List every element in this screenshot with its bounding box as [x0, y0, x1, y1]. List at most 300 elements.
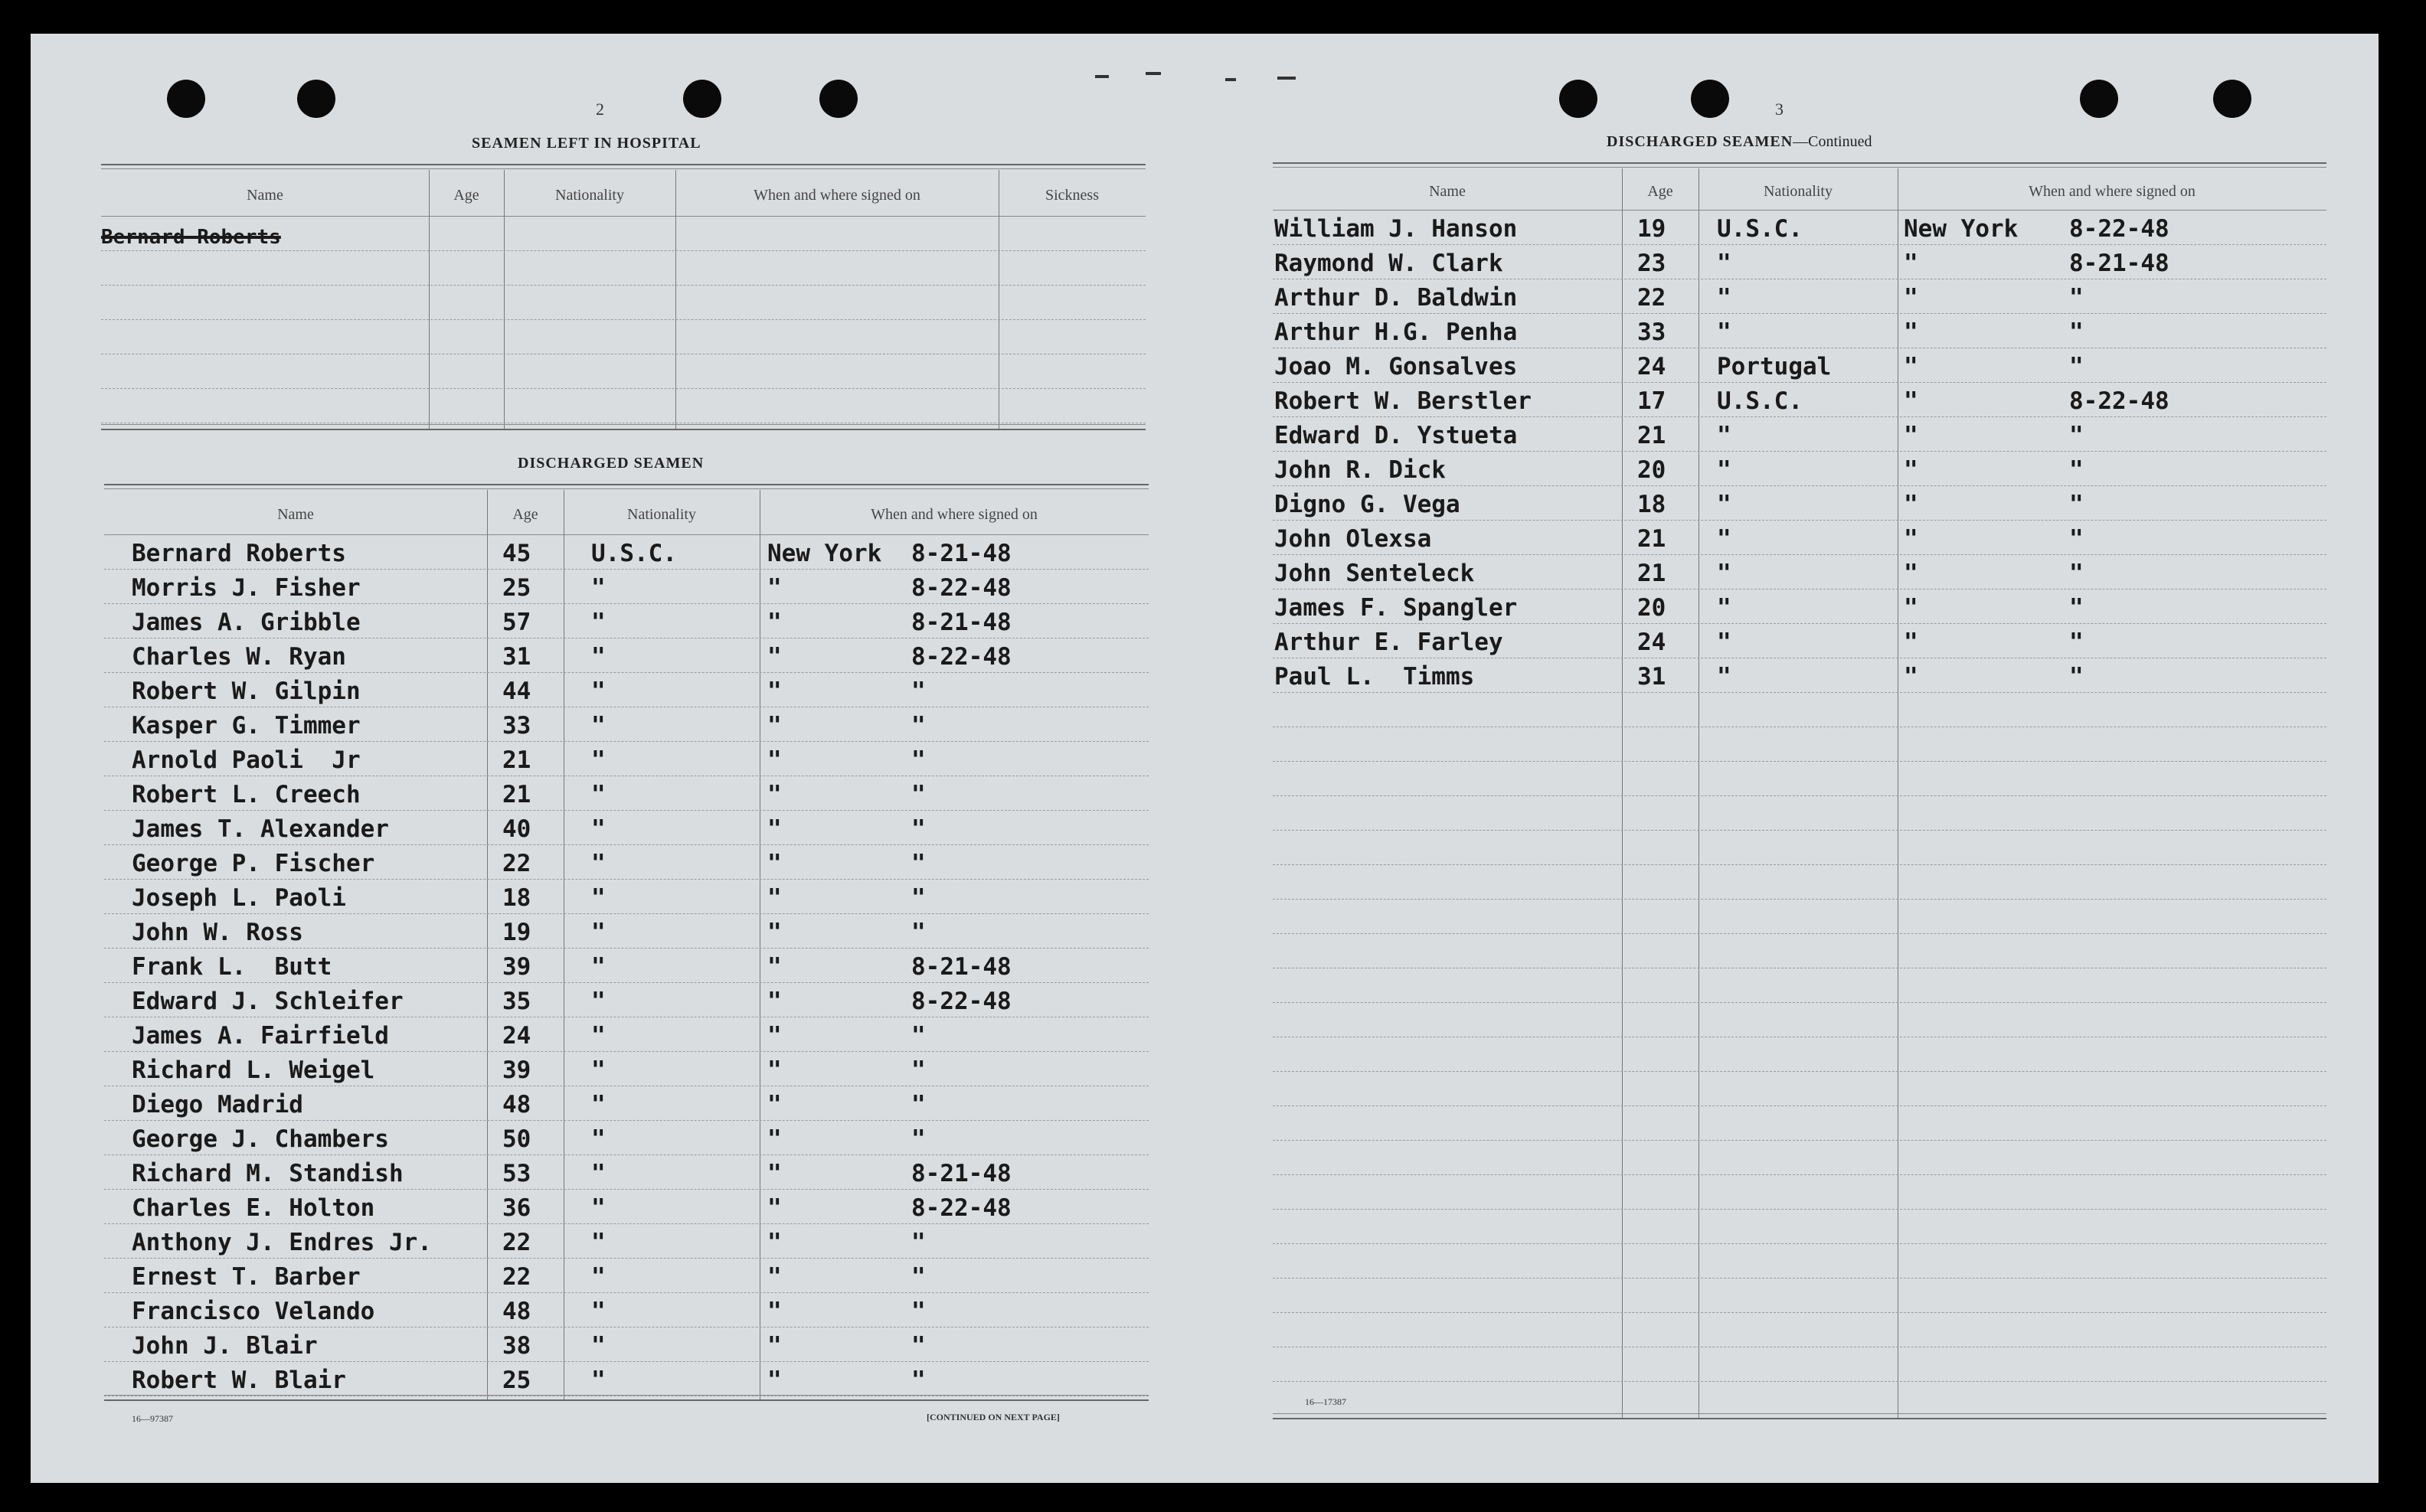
seaman-name: Anthony J. Endres Jr. [132, 1229, 432, 1256]
seaman-nationality: " [591, 1091, 606, 1118]
signed-on-date: " [2069, 560, 2084, 587]
table-bottom-rule [1273, 1413, 2326, 1414]
seaman-age: 36 [502, 1194, 531, 1222]
signed-on-place: " [1904, 422, 1918, 449]
signed-on-place: " [1904, 629, 1918, 656]
seaman-nationality: " [591, 1298, 606, 1325]
seaman-name: Kasper G. Timmer [132, 712, 361, 740]
signed-on-place: " [767, 1160, 782, 1187]
signed-on-date: " [911, 1056, 926, 1084]
discharged-row [104, 1327, 1149, 1362]
seaman-nationality: " [591, 1056, 606, 1084]
seaman-name: James A. Fairfield [132, 1022, 389, 1050]
seaman-age: 22 [502, 1229, 531, 1256]
signed-on-date: 8-21-48 [911, 1160, 1012, 1187]
seaman-nationality: " [591, 1022, 606, 1050]
continued-row [1273, 313, 2326, 348]
punch-hole [167, 80, 205, 118]
seaman-nationality: " [1717, 250, 1731, 277]
signed-on-date: 8-21-48 [911, 540, 1012, 567]
seaman-nationality: " [591, 781, 606, 808]
discharged-row [104, 1361, 1149, 1396]
signed-on-date: " [911, 884, 926, 912]
seaman-name: Robert L. Creech [132, 781, 361, 808]
seaman-name: John J. Blair [132, 1332, 318, 1360]
column-header: When and where signed on [2029, 183, 2195, 200]
hospital-row [101, 216, 1146, 251]
discharged-row [104, 638, 1149, 673]
table-top-rule [104, 484, 1149, 485]
seaman-name: Edward D. Ystueta [1274, 422, 1518, 449]
seaman-age: 48 [502, 1091, 531, 1118]
signed-on-date: " [2069, 525, 2084, 553]
column-header: Age [1647, 183, 1673, 200]
signed-on-date: " [911, 746, 926, 774]
continued-row [1273, 1037, 2326, 1072]
continued-row [1273, 692, 2326, 727]
seaman-nationality: " [591, 884, 606, 912]
signed-on-date: " [911, 1091, 926, 1118]
seaman-nationality: " [591, 1332, 606, 1360]
stray-mark [1146, 72, 1161, 75]
continued-row [1273, 623, 2326, 658]
signed-on-date: 8-21-48 [2069, 250, 2169, 277]
seaman-age: 31 [502, 643, 531, 671]
continued-row [1273, 520, 2326, 555]
signed-on-place: " [767, 850, 782, 877]
form-number-left: 16—97387 [132, 1413, 173, 1424]
seaman-age: 17 [1637, 387, 1666, 415]
seaman-age: 23 [1637, 250, 1666, 277]
seaman-age: 19 [1637, 215, 1666, 243]
signed-on-date: " [911, 1229, 926, 1256]
seaman-age: 24 [1637, 629, 1666, 656]
table-bottom-rule [101, 424, 1146, 425]
discharged-row [104, 1258, 1149, 1293]
seaman-nationality: " [591, 1263, 606, 1291]
signed-on-place: " [767, 884, 782, 912]
seaman-age: 21 [502, 781, 531, 808]
seaman-age: 18 [1637, 491, 1666, 518]
discharged-table [104, 484, 1149, 1399]
punch-hole [683, 80, 721, 118]
seaman-age: 21 [1637, 525, 1666, 553]
signed-on-place: " [767, 609, 782, 636]
signed-on-place: " [767, 781, 782, 808]
continued-row [1273, 1140, 2326, 1175]
discharged-row [104, 534, 1149, 570]
signed-on-place: " [1904, 560, 1918, 587]
signed-on-place: " [1904, 353, 1918, 380]
seaman-nationality: " [591, 746, 606, 774]
signed-on-place: " [1904, 318, 1918, 346]
signed-on-date: " [911, 815, 926, 843]
continued-row [1273, 864, 2326, 900]
signed-on-place: " [767, 919, 782, 946]
seaman-name: Robert W. Gilpin [132, 678, 361, 705]
signed-on-place: " [767, 574, 782, 602]
signed-on-place: " [767, 1056, 782, 1084]
continued-row [1273, 348, 2326, 383]
signed-on-place: " [767, 1125, 782, 1153]
discharged-row [104, 1051, 1149, 1086]
signed-on-date: 8-21-48 [911, 609, 1012, 636]
hospital-row [101, 319, 1146, 354]
signed-on-place: " [1904, 663, 1918, 691]
signed-on-date: 8-22-48 [911, 1194, 1012, 1222]
seaman-nationality: " [591, 1194, 606, 1222]
table-bottom-rule-thick [1273, 1418, 2326, 1419]
hospital-table [101, 164, 1146, 429]
discharged-row [104, 879, 1149, 914]
signed-on-date: " [2069, 594, 2084, 622]
seaman-nationality: " [591, 609, 606, 636]
discharged-row [104, 1189, 1149, 1224]
discharged-row [104, 1017, 1149, 1052]
continued-title-suffix: —Continued [1793, 133, 1872, 150]
seaman-name: Arthur E. Farley [1274, 629, 1503, 656]
signed-on-place: New York [1904, 215, 2019, 243]
seaman-age: 22 [502, 1263, 531, 1291]
seaman-name: Robert W. Blair [132, 1367, 346, 1394]
continued-row [1273, 899, 2326, 934]
continued-row [1273, 1312, 2326, 1347]
continued-row [1273, 761, 2326, 796]
seaman-name: William J. Hanson [1274, 215, 1518, 243]
signed-on-place: " [767, 712, 782, 740]
discharged-row [104, 1154, 1149, 1190]
continued-row [1273, 485, 2326, 521]
seaman-age: 22 [1637, 284, 1666, 312]
punch-hole [819, 80, 858, 118]
continued-row [1273, 727, 2326, 762]
seaman-age: 25 [502, 574, 531, 602]
seaman-name: Paul L. Timms [1274, 663, 1475, 691]
continued-row [1273, 382, 2326, 417]
stray-mark [1225, 78, 1236, 81]
column-header: Name [1429, 183, 1466, 200]
seaman-age: 21 [502, 746, 531, 774]
signed-on-date: 8-22-48 [2069, 215, 2169, 243]
hospital-row [101, 354, 1146, 389]
discharged-row [104, 707, 1149, 742]
signed-on-place: " [767, 1194, 782, 1222]
seaman-name: James F. Spangler [1274, 594, 1518, 622]
signed-on-place: " [767, 1298, 782, 1325]
seaman-age: 18 [502, 884, 531, 912]
signed-on-date: " [911, 1125, 926, 1153]
signed-on-date: " [2069, 318, 2084, 346]
seaman-age: 25 [502, 1367, 531, 1394]
seaman-age: 19 [502, 919, 531, 946]
seaman-age: 38 [502, 1332, 531, 1360]
continued-row [1273, 968, 2326, 1003]
signed-on-date: " [911, 1263, 926, 1291]
seaman-name: Richard L. Weigel [132, 1056, 375, 1084]
signed-on-place: " [1904, 250, 1918, 277]
seaman-nationality: Portugal [1717, 353, 1832, 380]
signed-on-date: " [911, 1332, 926, 1360]
signed-on-date: " [2069, 491, 2084, 518]
discharged-row [104, 982, 1149, 1017]
page-number-left: 2 [596, 100, 604, 119]
seaman-nationality: " [1717, 629, 1731, 656]
signed-on-place: " [1904, 491, 1918, 518]
discharged-row [104, 776, 1149, 811]
seaman-nationality: " [1717, 456, 1731, 484]
signed-on-date: " [911, 781, 926, 808]
seaman-name: Diego Madrid [132, 1091, 303, 1118]
seaman-nationality: " [591, 815, 606, 843]
continued-row [1273, 795, 2326, 831]
continued-row [1273, 1002, 2326, 1037]
stray-mark [1095, 75, 1109, 78]
signed-on-date: " [911, 1298, 926, 1325]
table-top-rule [1273, 162, 2326, 164]
seaman-nationality: " [591, 1125, 606, 1153]
signed-on-date: 8-21-48 [911, 953, 1012, 981]
seaman-name: Francisco Velando [132, 1298, 375, 1325]
seaman-nationality: " [591, 850, 606, 877]
signed-on-date: " [2069, 284, 2084, 312]
discharged-row [104, 672, 1149, 707]
continued-row [1273, 279, 2326, 314]
seaman-name: George P. Fischer [132, 850, 375, 877]
seaman-nationality: " [591, 1229, 606, 1256]
signed-on-date: 8-22-48 [2069, 387, 2169, 415]
seaman-name: John R. Dick [1274, 456, 1446, 484]
signed-on-date: " [2069, 353, 2084, 380]
seaman-age: 21 [1637, 422, 1666, 449]
seaman-nationality: U.S.C. [1717, 387, 1803, 415]
signed-on-place: " [1904, 594, 1918, 622]
seaman-name: James A. Gribble [132, 609, 361, 636]
continued-row [1273, 1071, 2326, 1106]
seaman-age: 20 [1637, 456, 1666, 484]
punch-hole [1559, 80, 1597, 118]
signed-on-place: " [1904, 525, 1918, 553]
signed-on-place: " [767, 1022, 782, 1050]
seaman-name: Morris J. Fisher [132, 574, 361, 602]
signed-on-date: " [911, 712, 926, 740]
seaman-nationality: " [591, 678, 606, 705]
seaman-nationality: " [1717, 284, 1731, 312]
discharged-row [104, 603, 1149, 638]
signed-on-date: 8-22-48 [911, 574, 1012, 602]
seaman-nationality: " [1717, 560, 1731, 587]
signed-on-place: " [767, 1332, 782, 1360]
signed-on-date: " [911, 1367, 926, 1394]
signed-on-place: " [767, 953, 782, 981]
seaman-nationality: " [1717, 594, 1731, 622]
signed-on-place: " [767, 815, 782, 843]
seaman-name: Richard M. Standish [132, 1160, 404, 1187]
signed-on-place: " [767, 1229, 782, 1256]
seaman-name: Charles E. Holton [132, 1194, 375, 1222]
continued-section-title [1607, 133, 1872, 151]
table-bottom-rule-thick [104, 1399, 1149, 1401]
seaman-age: 40 [502, 815, 531, 843]
table-top-rule-thin [101, 168, 1146, 169]
page-number-right: 3 [1775, 100, 1784, 119]
punch-hole [297, 80, 335, 118]
seaman-nationality: " [591, 988, 606, 1015]
discharged-row [104, 844, 1149, 880]
form-number-right: 16—17387 [1305, 1396, 1346, 1407]
seaman-nationality: U.S.C. [591, 540, 677, 567]
seaman-name: John Senteleck [1274, 560, 1475, 587]
continued-row [1273, 1243, 2326, 1279]
seaman-nationality: " [591, 953, 606, 981]
seaman-name: Arthur H.G. Penha [1274, 318, 1518, 346]
signed-on-date: 8-22-48 [911, 988, 1012, 1015]
signed-on-date: " [911, 919, 926, 946]
seaman-nationality: " [591, 574, 606, 602]
document-sheet [31, 34, 2379, 1483]
column-header: Name [277, 506, 314, 523]
seaman-name: John W. Ross [132, 919, 303, 946]
discharged-row [104, 1120, 1149, 1155]
signed-on-date: " [2069, 456, 2084, 484]
continued-row [1273, 1174, 2326, 1210]
seaman-age: 33 [1637, 318, 1666, 346]
seaman-age: 22 [502, 850, 531, 877]
continued-row [1273, 1105, 2326, 1141]
discharged-row [104, 1223, 1149, 1259]
seaman-nationality: " [591, 919, 606, 946]
seaman-nationality: " [591, 1160, 606, 1187]
signed-on-place: " [1904, 387, 1918, 415]
column-header: Nationality [627, 506, 696, 523]
punch-hole [2080, 80, 2118, 118]
discharged-row [104, 1086, 1149, 1121]
hospital-seaman-name: Bernard Roberts [101, 226, 281, 249]
seaman-nationality: " [1717, 525, 1731, 553]
signed-on-place: " [1904, 284, 1918, 312]
seaman-nationality: " [591, 712, 606, 740]
continued-row [1273, 416, 2326, 452]
continued-row [1273, 244, 2326, 279]
signed-on-date: 8-22-48 [911, 643, 1012, 671]
signed-on-place: " [767, 746, 782, 774]
seaman-age: 45 [502, 540, 531, 567]
table-top-rule-thin [1273, 167, 2326, 168]
continued-row [1273, 1209, 2326, 1244]
seaman-age: 24 [502, 1022, 531, 1050]
column-header: Sickness [1045, 187, 1099, 204]
signed-on-date: " [2069, 663, 2084, 691]
seaman-age: 39 [502, 1056, 531, 1084]
seaman-name: Ernest T. Barber [132, 1263, 361, 1291]
hospital-row [101, 285, 1146, 320]
seaman-name: Frank L. Butt [132, 953, 332, 981]
signed-on-date: " [911, 1022, 926, 1050]
seaman-age: 33 [502, 712, 531, 740]
continued-row [1273, 1347, 2326, 1382]
continued-row [1273, 589, 2326, 624]
table-bottom-rule [104, 1395, 1149, 1396]
seaman-nationality: " [1717, 491, 1731, 518]
seaman-age: 50 [502, 1125, 531, 1153]
seaman-age: 39 [502, 953, 531, 981]
discharged-row [104, 1292, 1149, 1327]
seaman-age: 31 [1637, 663, 1666, 691]
continued-row [1273, 1278, 2326, 1313]
seaman-name: Digno G. Vega [1274, 491, 1460, 518]
table-bottom-rule-thick [101, 429, 1146, 430]
signed-on-place: " [767, 1263, 782, 1291]
seaman-nationality: " [591, 1367, 606, 1394]
punch-hole [1691, 80, 1729, 118]
column-header: Age [453, 187, 479, 204]
discharged-row [104, 948, 1149, 983]
signed-on-place: " [767, 1091, 782, 1118]
continued-row [1273, 210, 2326, 245]
seaman-name: John Olexsa [1274, 525, 1432, 553]
seaman-name: Bernard Roberts [132, 540, 346, 567]
seaman-age: 57 [502, 609, 531, 636]
continued-row [1273, 933, 2326, 968]
seaman-age: 44 [502, 678, 531, 705]
signed-on-date: " [2069, 422, 2084, 449]
discharged-section-title: DISCHARGED SEAMEN [518, 455, 705, 472]
continued-row [1273, 554, 2326, 589]
seaman-name: Charles W. Ryan [132, 643, 346, 671]
seaman-age: 20 [1637, 594, 1666, 622]
continued-table [1273, 162, 2326, 1418]
discharged-row [104, 741, 1149, 776]
column-header: When and where signed on [754, 187, 920, 204]
hospital-row [101, 388, 1146, 423]
column-header: Nationality [555, 187, 624, 204]
seaman-name: Robert W. Berstler [1274, 387, 1532, 415]
seaman-nationality: U.S.C. [1717, 215, 1803, 243]
signed-on-place: " [1904, 456, 1918, 484]
discharged-row [104, 569, 1149, 604]
seaman-name: Joao M. Gonsalves [1274, 353, 1518, 380]
seaman-nationality: " [591, 643, 606, 671]
seaman-age: 24 [1637, 353, 1666, 380]
seaman-nationality: " [1717, 663, 1731, 691]
continued-row [1273, 830, 2326, 865]
table-top-rule-thin [104, 488, 1149, 489]
signed-on-place: New York [767, 540, 882, 567]
seaman-name: Arthur D. Baldwin [1274, 284, 1518, 312]
signed-on-place: " [767, 678, 782, 705]
signed-on-place: " [767, 1367, 782, 1394]
column-header: When and where signed on [871, 506, 1038, 523]
seaman-name: Raymond W. Clark [1274, 250, 1503, 277]
continued-title-main: DISCHARGED SEAMEN [1607, 133, 1793, 150]
seaman-name: George J. Chambers [132, 1125, 389, 1153]
seaman-age: 21 [1637, 560, 1666, 587]
seaman-nationality: " [1717, 422, 1731, 449]
discharged-row [104, 913, 1149, 949]
hospital-section-title: SEAMEN LEFT IN HOSPITAL [472, 135, 701, 152]
seaman-name: Edward J. Schleifer [132, 988, 404, 1015]
stray-mark [1277, 77, 1296, 80]
column-header: Nationality [1764, 183, 1833, 200]
seaman-age: 35 [502, 988, 531, 1015]
signed-on-date: " [2069, 629, 2084, 656]
table-top-rule [101, 164, 1146, 165]
continued-row [1273, 451, 2326, 486]
signed-on-place: " [767, 643, 782, 671]
signed-on-date: " [911, 678, 926, 705]
seaman-age: 53 [502, 1160, 531, 1187]
seaman-name: Arnold Paoli Jr [132, 746, 361, 774]
signed-on-date: " [911, 850, 926, 877]
